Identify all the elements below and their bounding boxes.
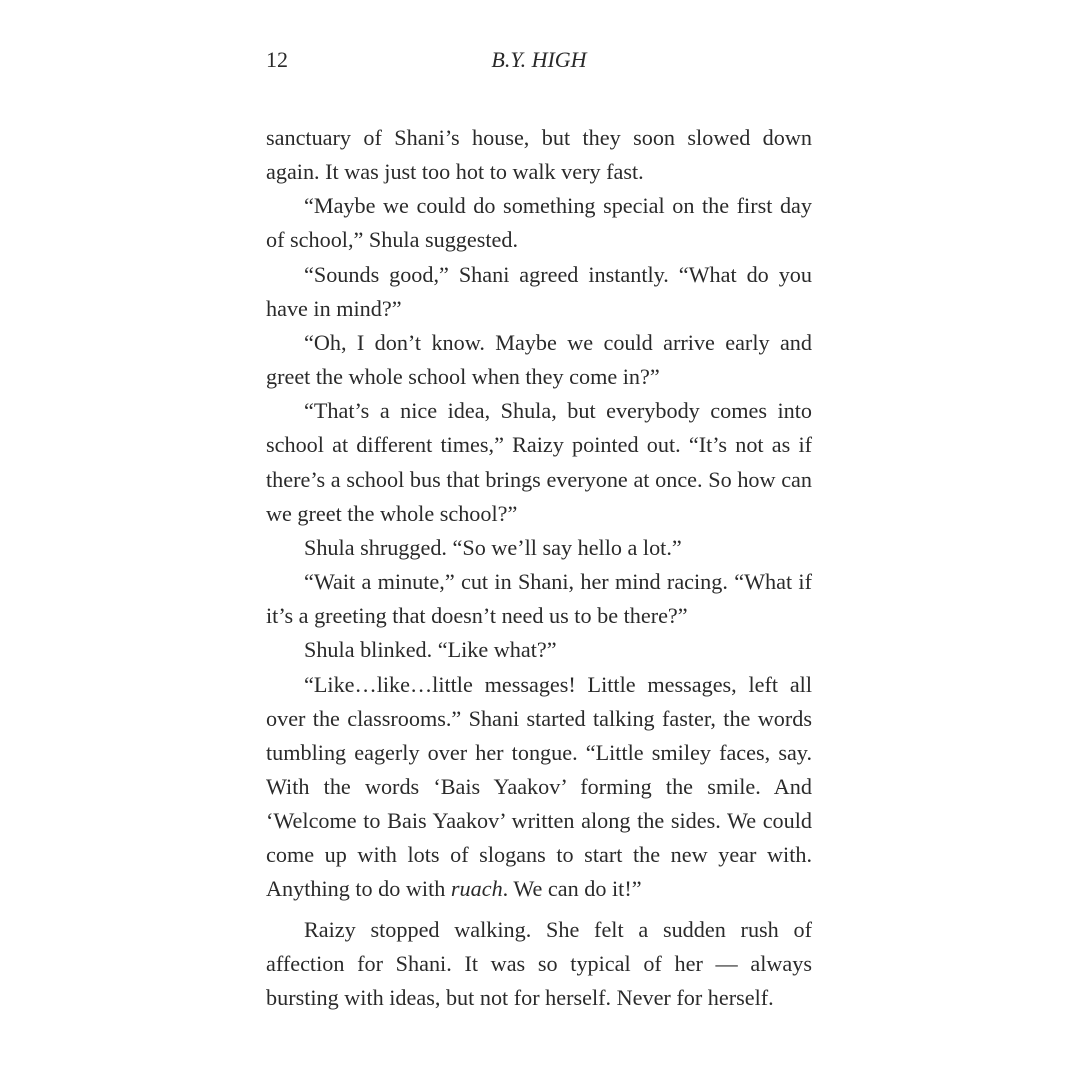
book-page <box>266 45 812 1015</box>
paragraph <box>266 668 812 907</box>
paragraph <box>266 531 812 565</box>
paragraph <box>266 189 812 257</box>
text-run: “Oh, I don’t know. Maybe we could arrive early and greet the whole school when they come in?” <box>266 329 812 390</box>
paragraph <box>266 258 812 326</box>
text-run: “Maybe we could do something special on the first day of school,” Shula suggested. <box>266 193 812 253</box>
paragraph <box>266 394 812 531</box>
page-number: 12 <box>266 47 288 72</box>
running-head <box>266 45 812 79</box>
paragraph <box>266 633 812 667</box>
text-run: Shula blinked. “Like what?” <box>304 637 557 663</box>
body-text <box>266 121 812 1015</box>
paragraph <box>266 326 812 394</box>
text-run: “Wait a minute,” cut in Shani, her mind racing. “What if it’s a greeting that doesn’t need us to be there?” <box>266 569 812 629</box>
italic-word: ruach <box>450 876 503 902</box>
text-run: Raizy stopped walking. She felt a sudden rush of affection for Shani. It was so typical of her — always bursting with ideas, but not for herself. Never for herself. <box>266 916 812 1010</box>
text-run: sanctuary of Shani’s house, but they soon slowed down again. It was just too hot to walk very fast. <box>266 125 812 185</box>
text-run: Shula shrugged. “So we’ll say hello a lot.” <box>304 534 682 560</box>
text-run: “Sounds good,” Shani agreed instantly. “What do you have in mind?” <box>266 261 812 321</box>
text-run: . We can do it!” <box>502 876 642 902</box>
paragraph <box>266 565 812 633</box>
paragraph <box>266 121 812 189</box>
book-title: B.Y. HIGH <box>491 47 587 72</box>
text-run: “Like…like…little messages! Little messages, left all over the classrooms.” Shani started talking faster, the words tumbling eagerly over her tongue. “Little smiley faces, say. With the words ‘Bais Yaakov’ forming the smile. And ‘Welcome to Bais Yaakov’ written along the sides. We could come up with lots of slogans to start the new year with. Anything to do with <box>266 671 812 902</box>
paragraph <box>266 913 812 1015</box>
text-run: “That’s a nice idea, Shula, but everybody comes into school at different times,” Raizy pointed out. “It’s not as if there’s a school bus that brings everyone at once. So how can we greet the whole school?” <box>266 398 812 526</box>
